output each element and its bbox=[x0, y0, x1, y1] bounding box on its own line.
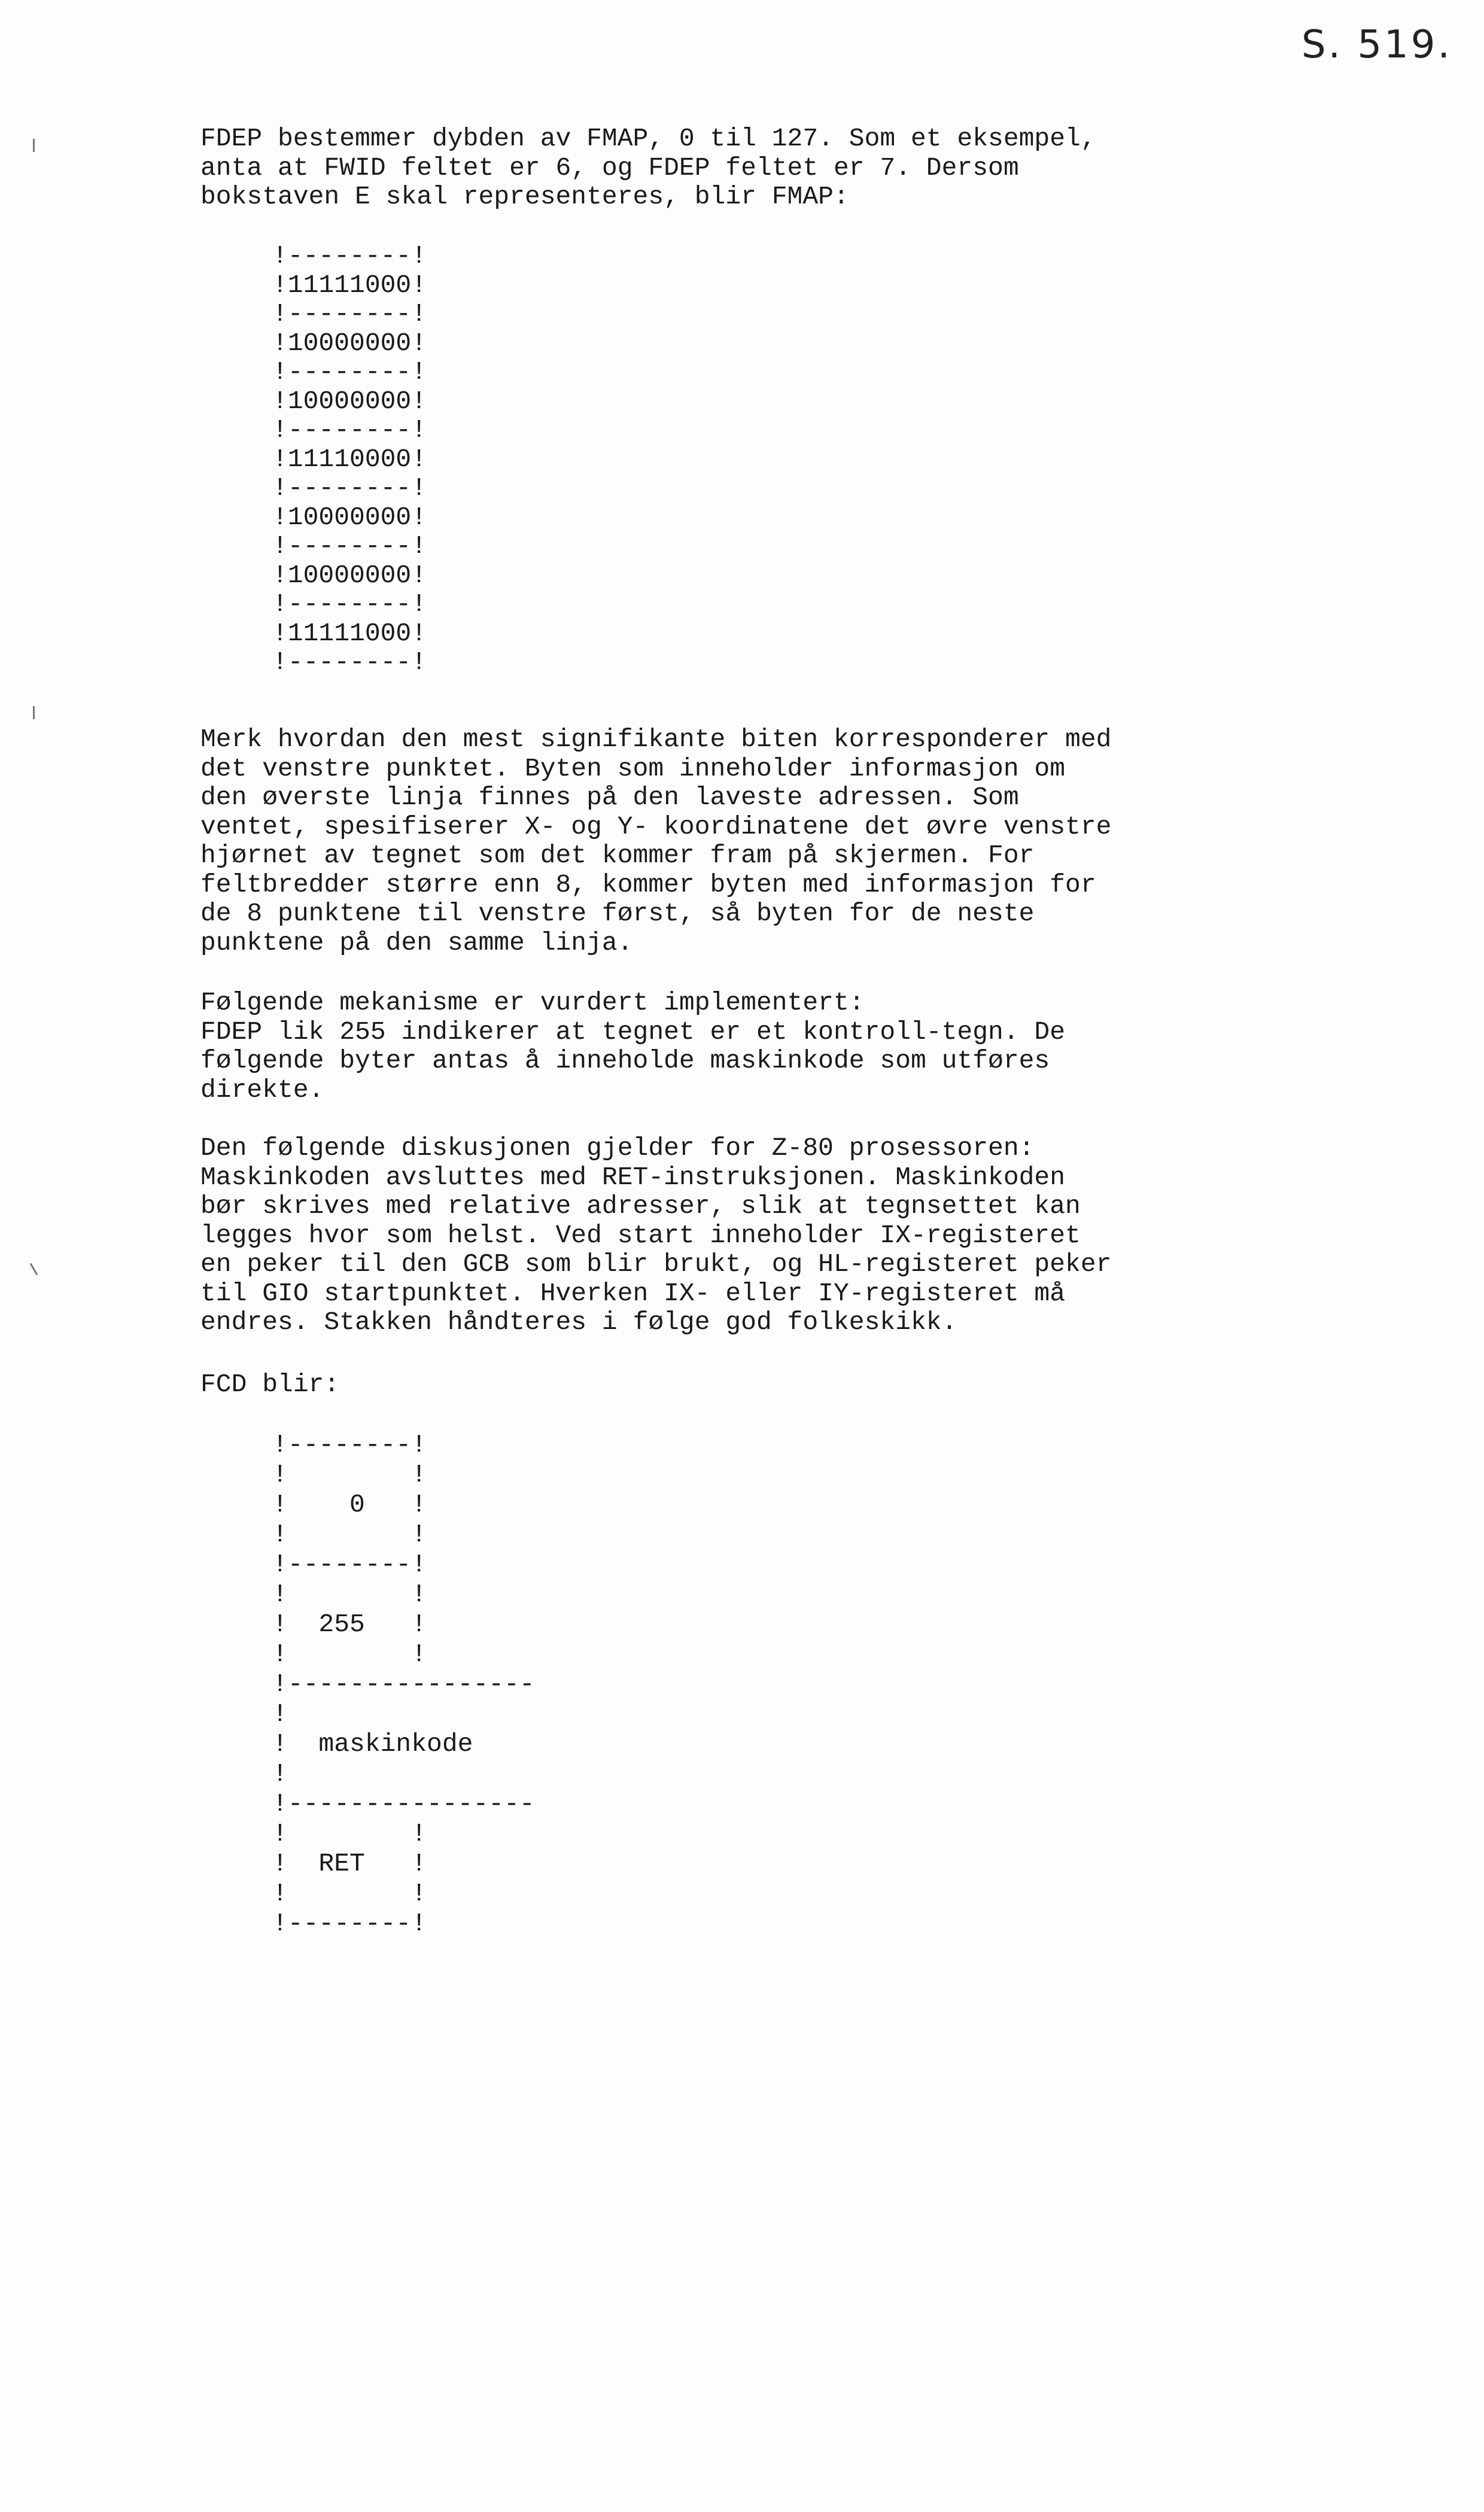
text-line: ! 0 ! bbox=[272, 1490, 427, 1519]
text-line: Den følgende diskusjonen gjelder for Z-80 prosessoren: bbox=[200, 1133, 1035, 1163]
text-line: ! ! bbox=[272, 1460, 427, 1489]
text-line: FDEP bestemmer dybden av FMAP, 0 til 127. Som et eksempel, bbox=[200, 124, 1096, 153]
text-line: legges hvor som helst. Ved start inneholder IX-registeret bbox=[200, 1220, 1081, 1250]
merk-paragraph bbox=[200, 725, 1296, 957]
text-line: !--------! bbox=[272, 415, 427, 445]
text-line: de 8 punktene til venstre først, så byten for de neste bbox=[200, 899, 1035, 928]
fmap-diagram bbox=[272, 242, 427, 677]
text-line: !--------! bbox=[272, 473, 427, 503]
text-line: !--------! bbox=[272, 531, 427, 561]
text-line: direkte. bbox=[200, 1075, 324, 1105]
text-line: !--------! bbox=[272, 1430, 427, 1459]
text-line: ! RET ! bbox=[272, 1849, 427, 1878]
text-line: ! maskinkode bbox=[272, 1729, 473, 1759]
text-line: det venstre punktet. Byten som inneholder informasjon om bbox=[200, 753, 1066, 783]
page-number: S. 519. bbox=[1301, 23, 1452, 67]
text-line: ! 255 ! bbox=[272, 1610, 427, 1639]
text-line: hjørnet av tegnet som det kommer fram på skjermen. For bbox=[200, 841, 1035, 870]
text-line: !10000000! bbox=[272, 328, 427, 358]
text-line: !--------! bbox=[272, 357, 427, 387]
text-line: !10000000! bbox=[272, 560, 427, 590]
text-line: den øverste linja finnes på den laveste adressen. Som bbox=[200, 783, 1019, 812]
text-line: Følgende mekanisme er vurdert implementert: bbox=[200, 988, 865, 1017]
text-line: ! bbox=[272, 1759, 288, 1789]
text-line: !--------! bbox=[272, 1550, 427, 1579]
text-line: endres. Stakken håndteres i følge god folkeskikk. bbox=[200, 1307, 957, 1337]
text-line: ventet, spesifiserer X- og Y- koordinatene det øvre venstre bbox=[200, 811, 1112, 841]
text-line: !--------! bbox=[272, 589, 427, 619]
fcd-heading bbox=[200, 1370, 1296, 1400]
text-line: ! ! bbox=[272, 1520, 427, 1549]
text-line: !---------------- bbox=[272, 1669, 535, 1699]
text-line: feltbredder større enn 8, kommer byten med informasjon for bbox=[200, 869, 1096, 899]
text-line: Merk hvordan den mest signifikante biten korresponderer med bbox=[200, 725, 1112, 754]
text-line: til GIO startpunktet. Hverken IX- eller IY-registeret må bbox=[200, 1278, 1066, 1308]
text-line: !---------------- bbox=[272, 1789, 535, 1818]
text-line: !--------! bbox=[272, 647, 427, 677]
text-line: ! ! bbox=[272, 1580, 427, 1609]
margin-mark bbox=[33, 706, 35, 719]
margin-mark bbox=[30, 1263, 38, 1276]
text-line: !--------! bbox=[272, 1909, 427, 1938]
text-line: ! bbox=[272, 1699, 288, 1729]
text-line: ! ! bbox=[272, 1879, 427, 1908]
text-line: !10000000! bbox=[272, 386, 427, 416]
text-line: ! ! bbox=[272, 1640, 427, 1669]
text-line: følgende byter antas å inneholde maskinkode som utføres bbox=[200, 1046, 1050, 1075]
margin-mark bbox=[33, 139, 35, 152]
mechanism-paragraph bbox=[200, 989, 1296, 1105]
text-line: anta at FWID feltet er 6, og FDEP feltet er 7. Dersom bbox=[200, 153, 1019, 183]
text-line: !--------! bbox=[272, 241, 427, 270]
text-line: !11110000! bbox=[272, 444, 427, 474]
fcd-diagram bbox=[272, 1430, 535, 1939]
text-line: !--------! bbox=[272, 299, 427, 329]
text-line: FCD blir: bbox=[200, 1370, 340, 1399]
text-line: en peker til den GCB som blir brukt, og HL-registeret peker bbox=[200, 1249, 1112, 1279]
text-line: bør skrives med relative adresser, slik at tegnsettet kan bbox=[200, 1191, 1081, 1221]
text-line: !11111000! bbox=[272, 618, 427, 648]
text-line: punktene på den samme linja. bbox=[200, 927, 633, 957]
text-line: ! ! bbox=[272, 1819, 427, 1848]
text-line: Maskinkoden avsluttes med RET-instruksjonen. Maskinkoden bbox=[200, 1162, 1066, 1192]
intro-paragraph bbox=[200, 124, 1296, 212]
text-line: bokstaven E skal representeres, blir FMAP: bbox=[200, 182, 849, 211]
text-line: FDEP lik 255 indikerer at tegnet er et kontroll-tegn. De bbox=[200, 1017, 1066, 1047]
text-line: !11111000! bbox=[272, 270, 427, 300]
z80-paragraph bbox=[200, 1134, 1296, 1337]
text-line: !10000000! bbox=[272, 502, 427, 532]
